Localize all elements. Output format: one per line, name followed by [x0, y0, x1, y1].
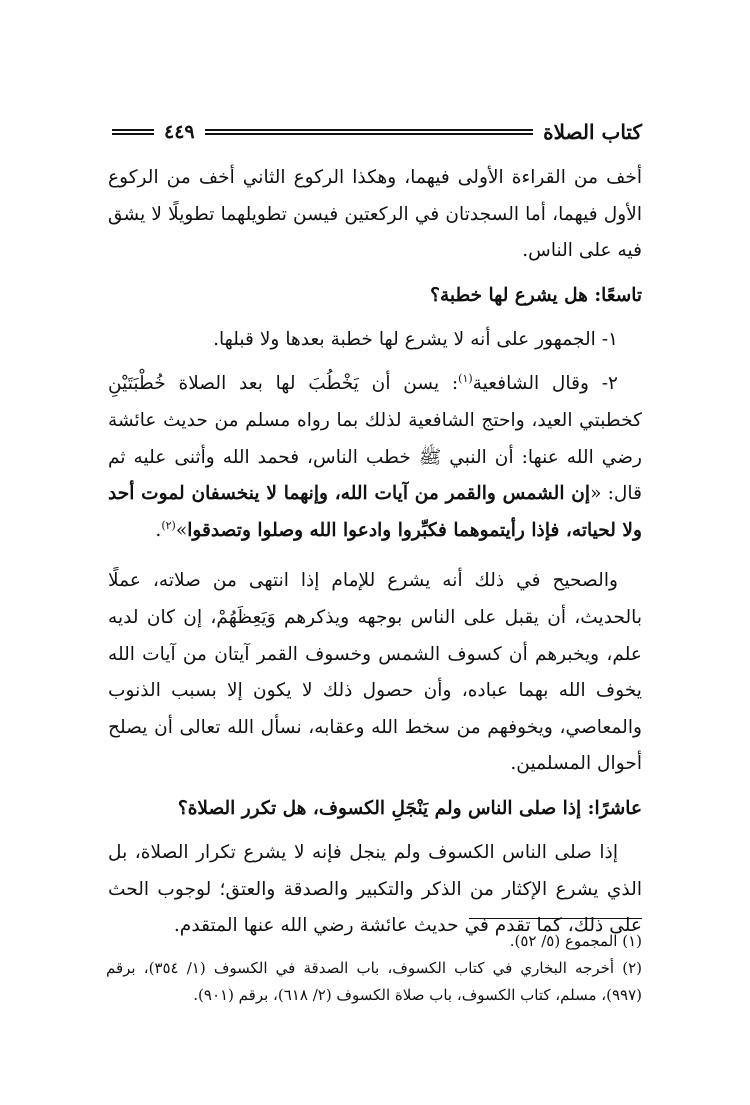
- footnote-separator: [469, 918, 642, 919]
- paragraph-correct-view: والصحيح في ذلك أنه يشرع للإمام إذا انتهى من صلاته، عملًا بالحديث، أن يقبل على الناس بوجهه ويذكرهم وَيَعِظَهُمْ، إن كان لديه علم، ويخبرهم أن كسوف الشمس وخسوف القمر آيتان من آيات الله يخوف الله بهما عباده، وأن حصول ذلك لا يكون إلا بسبب الذنوب والمعاصي، ويخوفهم من سخط الله وعقابه، نسأل الله تعالى أن يصلح أحوال المسلمين.: [108, 570, 642, 775]
- section-heading-tenth: عاشرًا: إذا صلى الناس ولم يَنْجَلِ الكسوف، هل تكرر الصلاة؟: [177, 797, 642, 819]
- page-body: [108, 160, 642, 945]
- shafii-text-start: ٢- وقال الشافعية: [472, 373, 618, 395]
- page-number: ٤٤٩: [164, 121, 195, 143]
- footnote-1: (١) المجموع (٥/ ٥٢).: [509, 932, 642, 950]
- hadith-quote: إن الشمس والقمر من آيات الله، وإنهما لا ينخسفان لموت أحد ولا لحياته، فإذا رأيتموهما فكبِّروا وادعوا الله وصلوا وتصدقوا: [108, 483, 642, 541]
- paragraph-repeat-prayer: إذا صلى الناس الكسوف ولم ينجل فإنه لا يشرع تكرار الصلاة، بل الذي يشرع الإكثار من الذكر والتكبير والصدقة والعتق؛ لوجوب الحث على ذلك، كما تقدم في حديث عائشة رضي الله عنها المتقدم.: [108, 841, 642, 937]
- sentence-end: .: [155, 519, 162, 541]
- footnotes: [106, 928, 642, 1009]
- footnote-ref-1: (١): [458, 372, 473, 386]
- quote-close: »: [175, 519, 188, 541]
- header-rule-short: [112, 129, 154, 135]
- shafii-text-body: : يسن أن يَخْطُبَ لها بعد الصلاة خُطْبَتَيْنِ كخطبتي العيد، واحتج الشافعية لذلك بما رواه مسلم من حديث عائشة رضي الله عنها: أن النبي ﷺ خطب الناس، فحمد الله وأثنى عليه ثم قال: «: [108, 373, 642, 505]
- paragraph-majority-view: ١- الجمهور على أنه لا يشرع لها خطبة بعدها ولا قبلها.: [213, 328, 618, 350]
- footnote-2: (٢) أخرجه البخاري في كتاب الكسوف، باب الصدقة في الكسوف (١/ ٣٥٤)، برقم (٩٩٧)، مسلم، كتاب الكسوف، باب صلاة الكسوف (٢/ ٦١٨)، برقم (٩٠١).: [106, 959, 642, 1004]
- paragraph-continuation: أخف من القراءة الأولى فيهما، وهكذا الركوع الثاني أخف من الركوع الأول فيهما، أما السجدتان في الركعتين فيسن تطويلهما تطويلًا لا يشق فيه على الناس.: [108, 167, 642, 262]
- footnote-ref-2: (٢): [161, 518, 176, 532]
- book-title: كتاب الصلاة: [543, 120, 642, 144]
- header-rule: [205, 129, 534, 135]
- page-header: [112, 112, 642, 152]
- paragraph-shafii-view: [108, 366, 642, 549]
- section-heading-ninth: تاسعًا: هل يشرع لها خطبة؟: [430, 284, 642, 306]
